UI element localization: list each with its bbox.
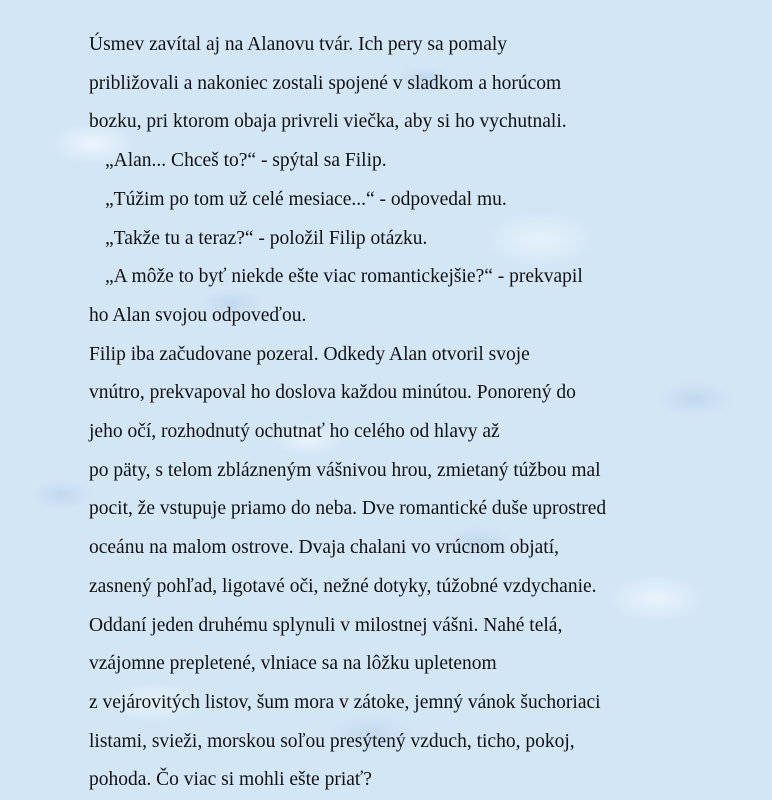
text-line: listami, svieži, morskou soľou presýtený vzduch, ticho, pokoj, <box>89 730 575 752</box>
text-line: bozku, pri ktorom obaja privreli viečka, aby si ho vychutnali. <box>89 111 567 133</box>
text-line: „Alan... Chceš to?“ - spýtal sa Filip. <box>105 150 387 172</box>
text-line: „A môže to byť niekde ešte viac romantickejšie?“ - prekvapil <box>105 266 583 288</box>
text-line: jeho očí, rozhodnutý ochutnať ho celého od hlavy až <box>89 421 500 443</box>
text-line: približovali a nakoniec zostali spojené v sladkom a horúcom <box>89 72 562 94</box>
text-line: po päty, s telom zblázneným vášnivou hrou, zmietaný túžbou mal <box>89 459 601 481</box>
text-line: Oddaní jeden druhému splynuli v milostnej vášni. Nahé telá, <box>89 614 563 636</box>
text-line: pocit, že vstupuje priamo do neba. Dve romantické duše uprostred <box>89 498 607 520</box>
text-line: „Takže tu a teraz?“ - položil Filip otázku. <box>105 227 428 249</box>
text-line: z vejárovitých listov, šum mora v zátoke, jemný vánok šuchoriaci <box>89 691 601 713</box>
story-text <box>89 26 761 800</box>
text-line: vnútro, prekvapoval ho doslova každou minútou. Ponorený do <box>89 382 576 404</box>
text-line: zasnený pohľad, ligotavé oči, nežné dotyky, túžobné vzdychanie. <box>89 575 597 597</box>
text-line: vzájomne prepletené, vlniace sa na lôžku upletenom <box>89 653 497 675</box>
text-line: „Túžim po tom už celé mesiace...“ - odpovedal mu. <box>105 188 507 210</box>
text-line: ho Alan svojou odpoveďou. <box>89 304 307 326</box>
text-line: Úsmev zavítal aj na Alanovu tvár. Ich pery sa pomaly <box>89 34 508 55</box>
text-line: Filip iba začudovane pozeral. Odkedy Alan otvoril svoje <box>89 343 530 365</box>
text-line: pohoda. Čo viac si mohli ešte priať? <box>89 769 372 791</box>
text-line: oceánu na malom ostrove. Dvaja chalani vo vrúcnom objatí, <box>89 537 560 559</box>
